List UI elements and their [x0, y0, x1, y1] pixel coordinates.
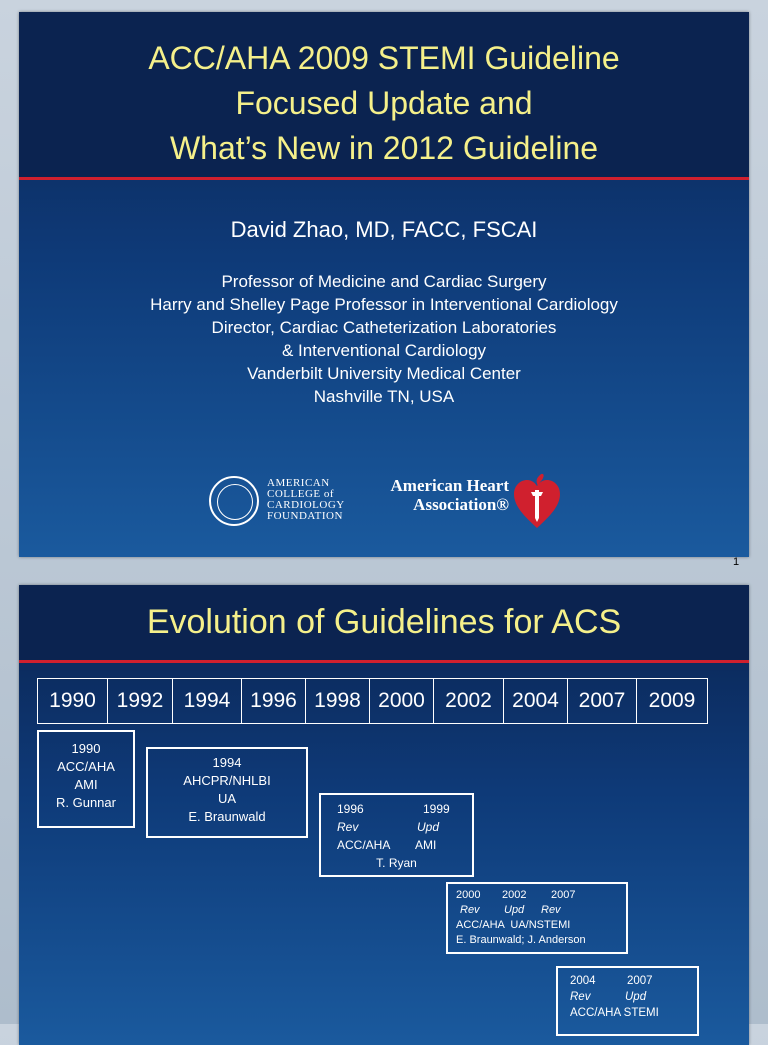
- box-year: 1996: [337, 802, 364, 816]
- affiliation-line: Vanderbilt University Medical Center: [247, 364, 521, 383]
- box-type: Rev: [337, 820, 359, 834]
- affiliation-line: Nashville TN, USA: [313, 387, 455, 406]
- box-year: 2000: [456, 889, 481, 901]
- box-year: 2002: [502, 889, 527, 901]
- acc-seal-icon: [209, 476, 259, 526]
- guideline-box-2000: [446, 882, 628, 954]
- affiliation-block: [19, 270, 749, 408]
- aha-logo-line: American Heart: [390, 476, 509, 495]
- affiliation-line: & Interventional Cardiology: [281, 341, 487, 360]
- aha-logo-line: Association®: [413, 495, 509, 514]
- box-authors: E. Braunwald; J. Anderson: [456, 934, 586, 946]
- box-line: E. Braunwald: [188, 809, 266, 824]
- timeline-year: 2009: [648, 689, 696, 712]
- acc-logo-line: AMERICAN: [267, 477, 330, 489]
- title-slide: [19, 12, 749, 557]
- box-topic: AMI: [415, 838, 437, 852]
- affiliation-line: Harry and Shelley Page Professor in Interventional Cardiology: [150, 295, 618, 314]
- guideline-box-1996: [319, 793, 474, 877]
- guideline-box-1994: [146, 747, 308, 838]
- box-type: Upd: [504, 904, 525, 916]
- box-type: Upd: [417, 820, 440, 834]
- timeline-year: 2000: [370, 679, 434, 723]
- timeline-year: 2002: [434, 679, 504, 723]
- title-divider: [19, 177, 749, 180]
- box-type: Upd: [625, 991, 647, 1003]
- slide-title: Evolution of Guidelines for ACS: [146, 603, 622, 641]
- acc-logo-line: FOUNDATION: [267, 510, 343, 522]
- box-year: 2004: [570, 975, 596, 987]
- box-year: 2007: [627, 975, 653, 987]
- box-line: 1994: [212, 755, 242, 770]
- title-divider: [19, 660, 749, 663]
- year-timeline: [37, 678, 708, 724]
- aha-logo: [374, 472, 564, 532]
- timeline-year: 1990: [38, 679, 108, 723]
- box-line: UA: [217, 791, 237, 806]
- box-year: 1999: [423, 802, 450, 816]
- timeline-year: 1992: [108, 679, 173, 723]
- guideline-box-1990: [37, 730, 135, 828]
- box-line: 1990: [71, 741, 101, 756]
- timeline-year: 1994: [173, 679, 242, 723]
- heart-torch-icon: [512, 472, 562, 530]
- slide-title-line-2: Focused Update and: [235, 85, 533, 121]
- box-type: Rev: [541, 904, 561, 916]
- timeline-year: 2004: [504, 679, 568, 723]
- box-author: T. Ryan: [376, 856, 417, 870]
- box-line: AMI: [74, 777, 98, 792]
- slide-title-line-1: ACC/AHA 2009 STEMI Guideline: [148, 40, 620, 76]
- slide-title-line-3: What’s New in 2012 Guideline: [169, 130, 599, 166]
- timeline-year: 1996: [242, 679, 306, 723]
- page-number: 1: [733, 556, 740, 568]
- evolution-slide: [19, 585, 749, 1045]
- box-line: R. Gunnar: [56, 795, 116, 810]
- acc-logo-line: COLLEGE of: [267, 488, 335, 500]
- box-line: AHCPR/NHLBI: [183, 773, 271, 788]
- box-type: Rev: [570, 991, 591, 1003]
- affiliation-line: Director, Cardiac Catheterization Laboratories: [211, 318, 557, 337]
- affiliation-line: Professor of Medicine and Cardiac Surgery: [221, 272, 547, 291]
- timeline-year: 1998: [306, 679, 370, 723]
- guideline-box-2004: [556, 966, 699, 1036]
- box-year: 2007: [551, 889, 576, 901]
- box-type: Rev: [460, 904, 480, 916]
- box-org: ACC/AHA: [337, 838, 391, 852]
- acc-logo-line: CARDIOLOGY: [267, 499, 345, 511]
- author-name: David Zhao, MD, FACC, FSCAI: [230, 217, 538, 242]
- timeline-year: 2007: [568, 679, 637, 723]
- box-line: ACC/AHA UA/NSTEMI: [456, 919, 571, 931]
- acc-foundation-logo: [209, 474, 359, 530]
- box-line: ACC/AHA STEMI: [570, 1007, 659, 1019]
- box-line: ACC/AHA: [57, 759, 115, 774]
